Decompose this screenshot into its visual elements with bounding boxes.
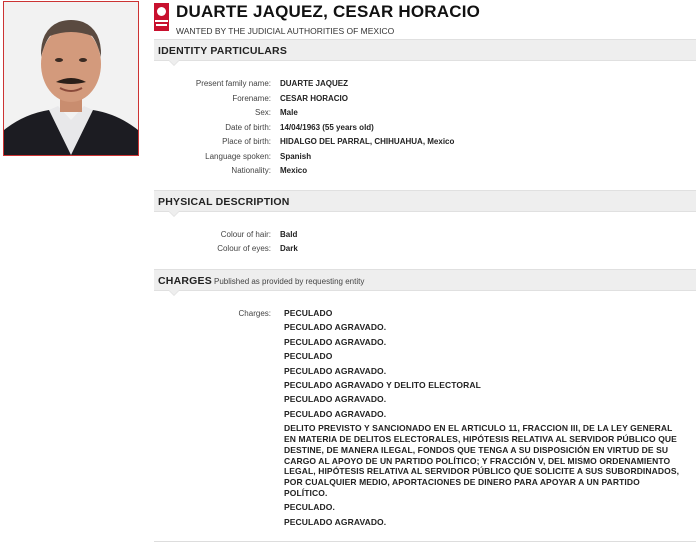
field-label-family-name: Present family name: bbox=[195, 79, 271, 88]
charge-item: PECULADO AGRAVADO. bbox=[284, 336, 387, 347]
field-label-eyes: Colour of eyes: bbox=[217, 244, 271, 253]
charge-item: DELITO PREVISTO Y SANCIONADO EN EL ARTICULO 11, FRACCION III, DE LA LEY GENERAL EN MATERIA DE DELITOS ELECTORALES, HIPÓTESIS RELATIVA AL SERVIDOR PÚBLICO QUE DESTINE, DE MANERA ILEGAL, FONDOS QUE TENGA A SU DISPOSICIÓN EN VIRTUD DE SU CARGO AL APOYO DE UN PARTIDO POLÍTICO; Y FRACCIÓN V, DEL MISMO ORDENAMIENTO LEGAL, HIPÓTESIS RELATIVA AL SERVIDOR PÚBLICO QUE SOLICITE A SUS SUBORDINADOS, POR CUALQUIER MEDIO, APORTACIONES DE DINERO PARA APOYAR A UN PARTIDO POLÍTICO. bbox=[284, 423, 680, 498]
interpol-logo-icon bbox=[154, 3, 169, 31]
field-label-nationality: Nationality: bbox=[231, 166, 271, 175]
field-value-hair: Bald bbox=[280, 230, 298, 239]
physical-section-header bbox=[154, 190, 696, 212]
field-label-forename: Forename: bbox=[232, 94, 271, 103]
page-subtitle: WANTED BY THE JUDICIAL AUTHORITIES OF MEXICO bbox=[176, 26, 395, 36]
field-label-place-of-birth: Place of birth: bbox=[222, 137, 271, 146]
charge-item: PECULADO AGRAVADO. bbox=[284, 408, 387, 419]
field-value-forename: CESAR HORACIO bbox=[280, 94, 349, 103]
charges-section-title: CHARGES bbox=[158, 275, 212, 287]
physical-section-title: PHYSICAL DESCRIPTION bbox=[158, 196, 290, 208]
charge-item: PECULADO AGRAVADO Y DELITO ELECTORAL bbox=[284, 379, 481, 390]
field-value-eyes: Dark bbox=[280, 244, 298, 253]
portrait-photo bbox=[3, 1, 139, 156]
page-title: DUARTE JAQUEZ, CESAR HORACIO bbox=[176, 2, 481, 21]
charge-item: PECULADO AGRAVADO. bbox=[284, 365, 387, 376]
field-value-family-name: DUARTE JAQUEZ bbox=[280, 79, 349, 88]
charges-note: Published as provided by requesting entity bbox=[214, 277, 365, 286]
field-label-charges: Charges: bbox=[238, 309, 271, 318]
field-label-hair: Colour of hair: bbox=[220, 230, 271, 239]
field-label-sex: Sex: bbox=[254, 108, 271, 117]
charge-item: PECULADO AGRAVADO. bbox=[284, 322, 387, 333]
field-value-place-of-birth: HIDALGO DEL PARRAL, CHIHUAHUA, Mexico bbox=[280, 137, 455, 146]
charges-list bbox=[284, 308, 684, 531]
charge-item: PECULADO AGRAVADO. bbox=[284, 516, 387, 527]
field-value-language: Spanish bbox=[280, 152, 312, 161]
field-value-date-of-birth: 14/04/1963 (55 years old) bbox=[280, 123, 374, 132]
charge-item: PECULADO bbox=[284, 351, 333, 362]
divider bbox=[154, 541, 696, 542]
identity-section-title: IDENTITY PARTICULARS bbox=[158, 45, 288, 57]
field-value-nationality: Mexico bbox=[280, 166, 308, 175]
identity-section-header bbox=[154, 39, 696, 61]
field-value-sex: Male bbox=[280, 108, 298, 117]
charge-item: PECULADO bbox=[284, 308, 333, 318]
charge-item: PECULADO AGRAVADO. bbox=[284, 394, 387, 405]
field-label-language: Language spoken: bbox=[205, 152, 271, 161]
charge-item: PECULADO. bbox=[284, 502, 335, 513]
field-label-date-of-birth: Date of birth: bbox=[225, 123, 271, 132]
charges-section-header bbox=[154, 269, 696, 291]
